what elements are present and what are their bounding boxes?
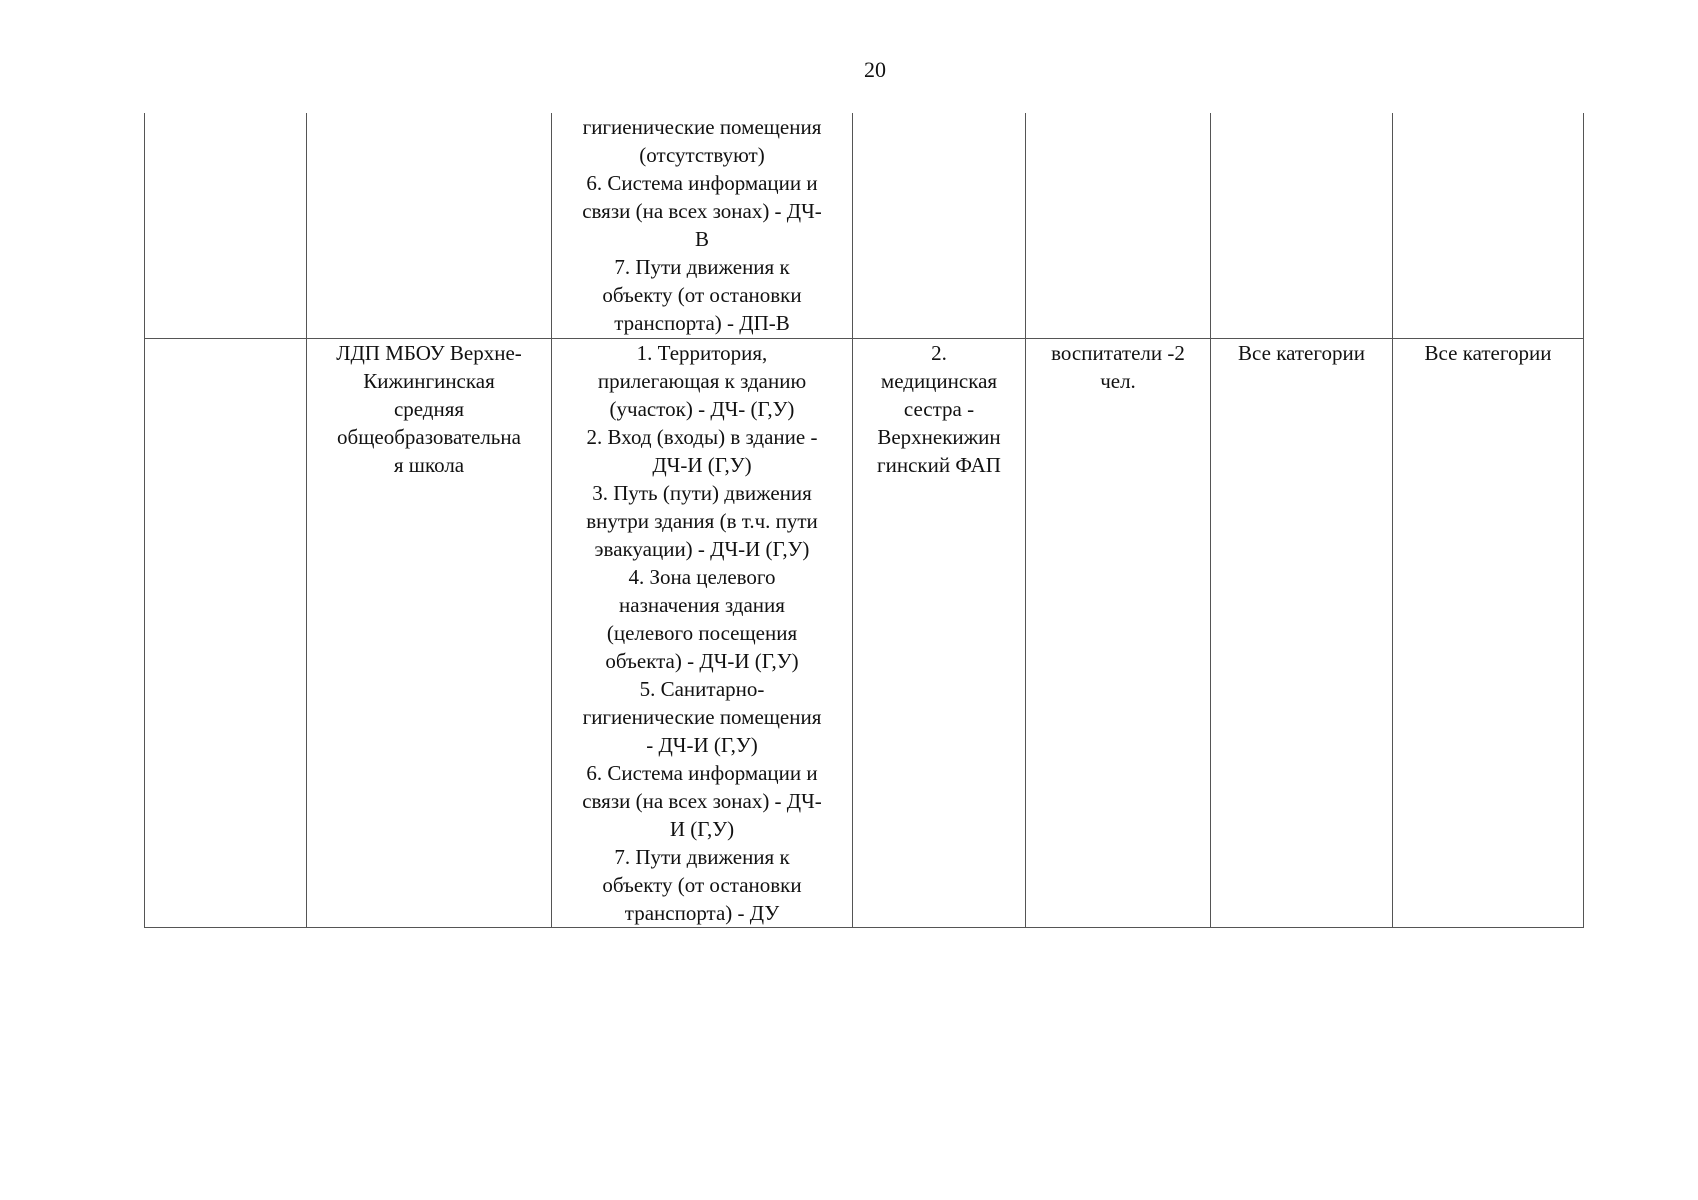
table-row-continuation [145,113,1584,339]
zone-line: связи (на всех зонах) - ДЧ- [582,199,822,223]
medical-line: медицинская [880,369,998,393]
zone-line: 7. Пути движения к [614,845,790,869]
zone-line: ДЧ-И (Г,У) [652,453,752,477]
zone-line: связи (на всех зонах) - ДЧ- [582,789,822,813]
zone-line: 7. Пути движения к [614,255,790,279]
cell-zones [552,339,853,928]
zone-line: внутри здания (в т.ч. пути [586,509,818,533]
zone-line: (целевого посещения [606,621,798,645]
zone-line: - ДЧ-И (Г,У) [646,733,758,757]
zone-line: объекта) - ДЧ-И (Г,У) [605,649,799,673]
medical-line: Верхнекижин [877,425,1001,449]
zone-line: (отсутствуют) [639,143,765,167]
zone-line: прилегающая к зданию [597,369,807,393]
zone-line: транспорта) - ДУ [624,901,780,925]
zone-line: 6. Система информации и [586,171,818,195]
zone-line: объекту (от остановки [602,283,802,307]
zone-line: (участок) - ДЧ- (Г,У) [609,397,795,421]
zone-line: 3. Путь (пути) движения [592,481,812,505]
cell-index [145,113,307,339]
zone-line: 4. Зона целевого [628,565,776,589]
zone-line: 5. Санитарно- [639,677,765,701]
zone-line: гигиенические помещения [582,705,822,729]
cell-categories [1211,113,1393,339]
zone-line: назначения здания [619,593,785,617]
zone-line: гигиенические помещения [582,115,822,139]
staff-line: чел. [1100,369,1136,393]
organization-line: средняя [393,397,465,421]
organization-line: Кижингинская [363,369,495,393]
zone-line: 1. Территория, [636,341,768,365]
cell-zones [552,113,853,339]
cell-medical [853,113,1026,339]
accessibility-table [144,113,1584,928]
cell-index [145,339,307,928]
medical-line: 2. [931,341,947,365]
organization-line: я школа [393,453,465,477]
zone-line: 6. Система информации и [586,761,818,785]
zone-line: И (Г,У) [669,817,735,841]
medical-line: гинский ФАП [877,453,1001,477]
medical-line: сестра - [903,397,975,421]
zone-line: транспорта) - ДП-В [614,311,790,335]
page-number: 20 [864,57,886,82]
cell-categories-served [1393,113,1584,339]
staff-line: воспитатели -2 [1051,341,1185,365]
zone-line: 2. Вход (входы) в здание - [586,425,818,449]
zone-line: эвакуации) - ДЧ-И (Г,У) [594,537,810,561]
zone-line: В [694,227,709,251]
organization-line: ЛДП МБОУ Верхне- [336,341,522,365]
cell-organization [307,113,552,339]
cell-organization [307,339,552,928]
table-row-main [145,339,1584,928]
cell-categories-served: Все категории [1393,339,1584,928]
zone-line: объекту (от остановки [602,873,802,897]
cell-staff [1026,113,1211,339]
cell-medical [853,339,1026,928]
organization-line: общеобразовательна [337,425,521,449]
cell-staff [1026,339,1211,928]
cell-categories: Все категории [1211,339,1393,928]
